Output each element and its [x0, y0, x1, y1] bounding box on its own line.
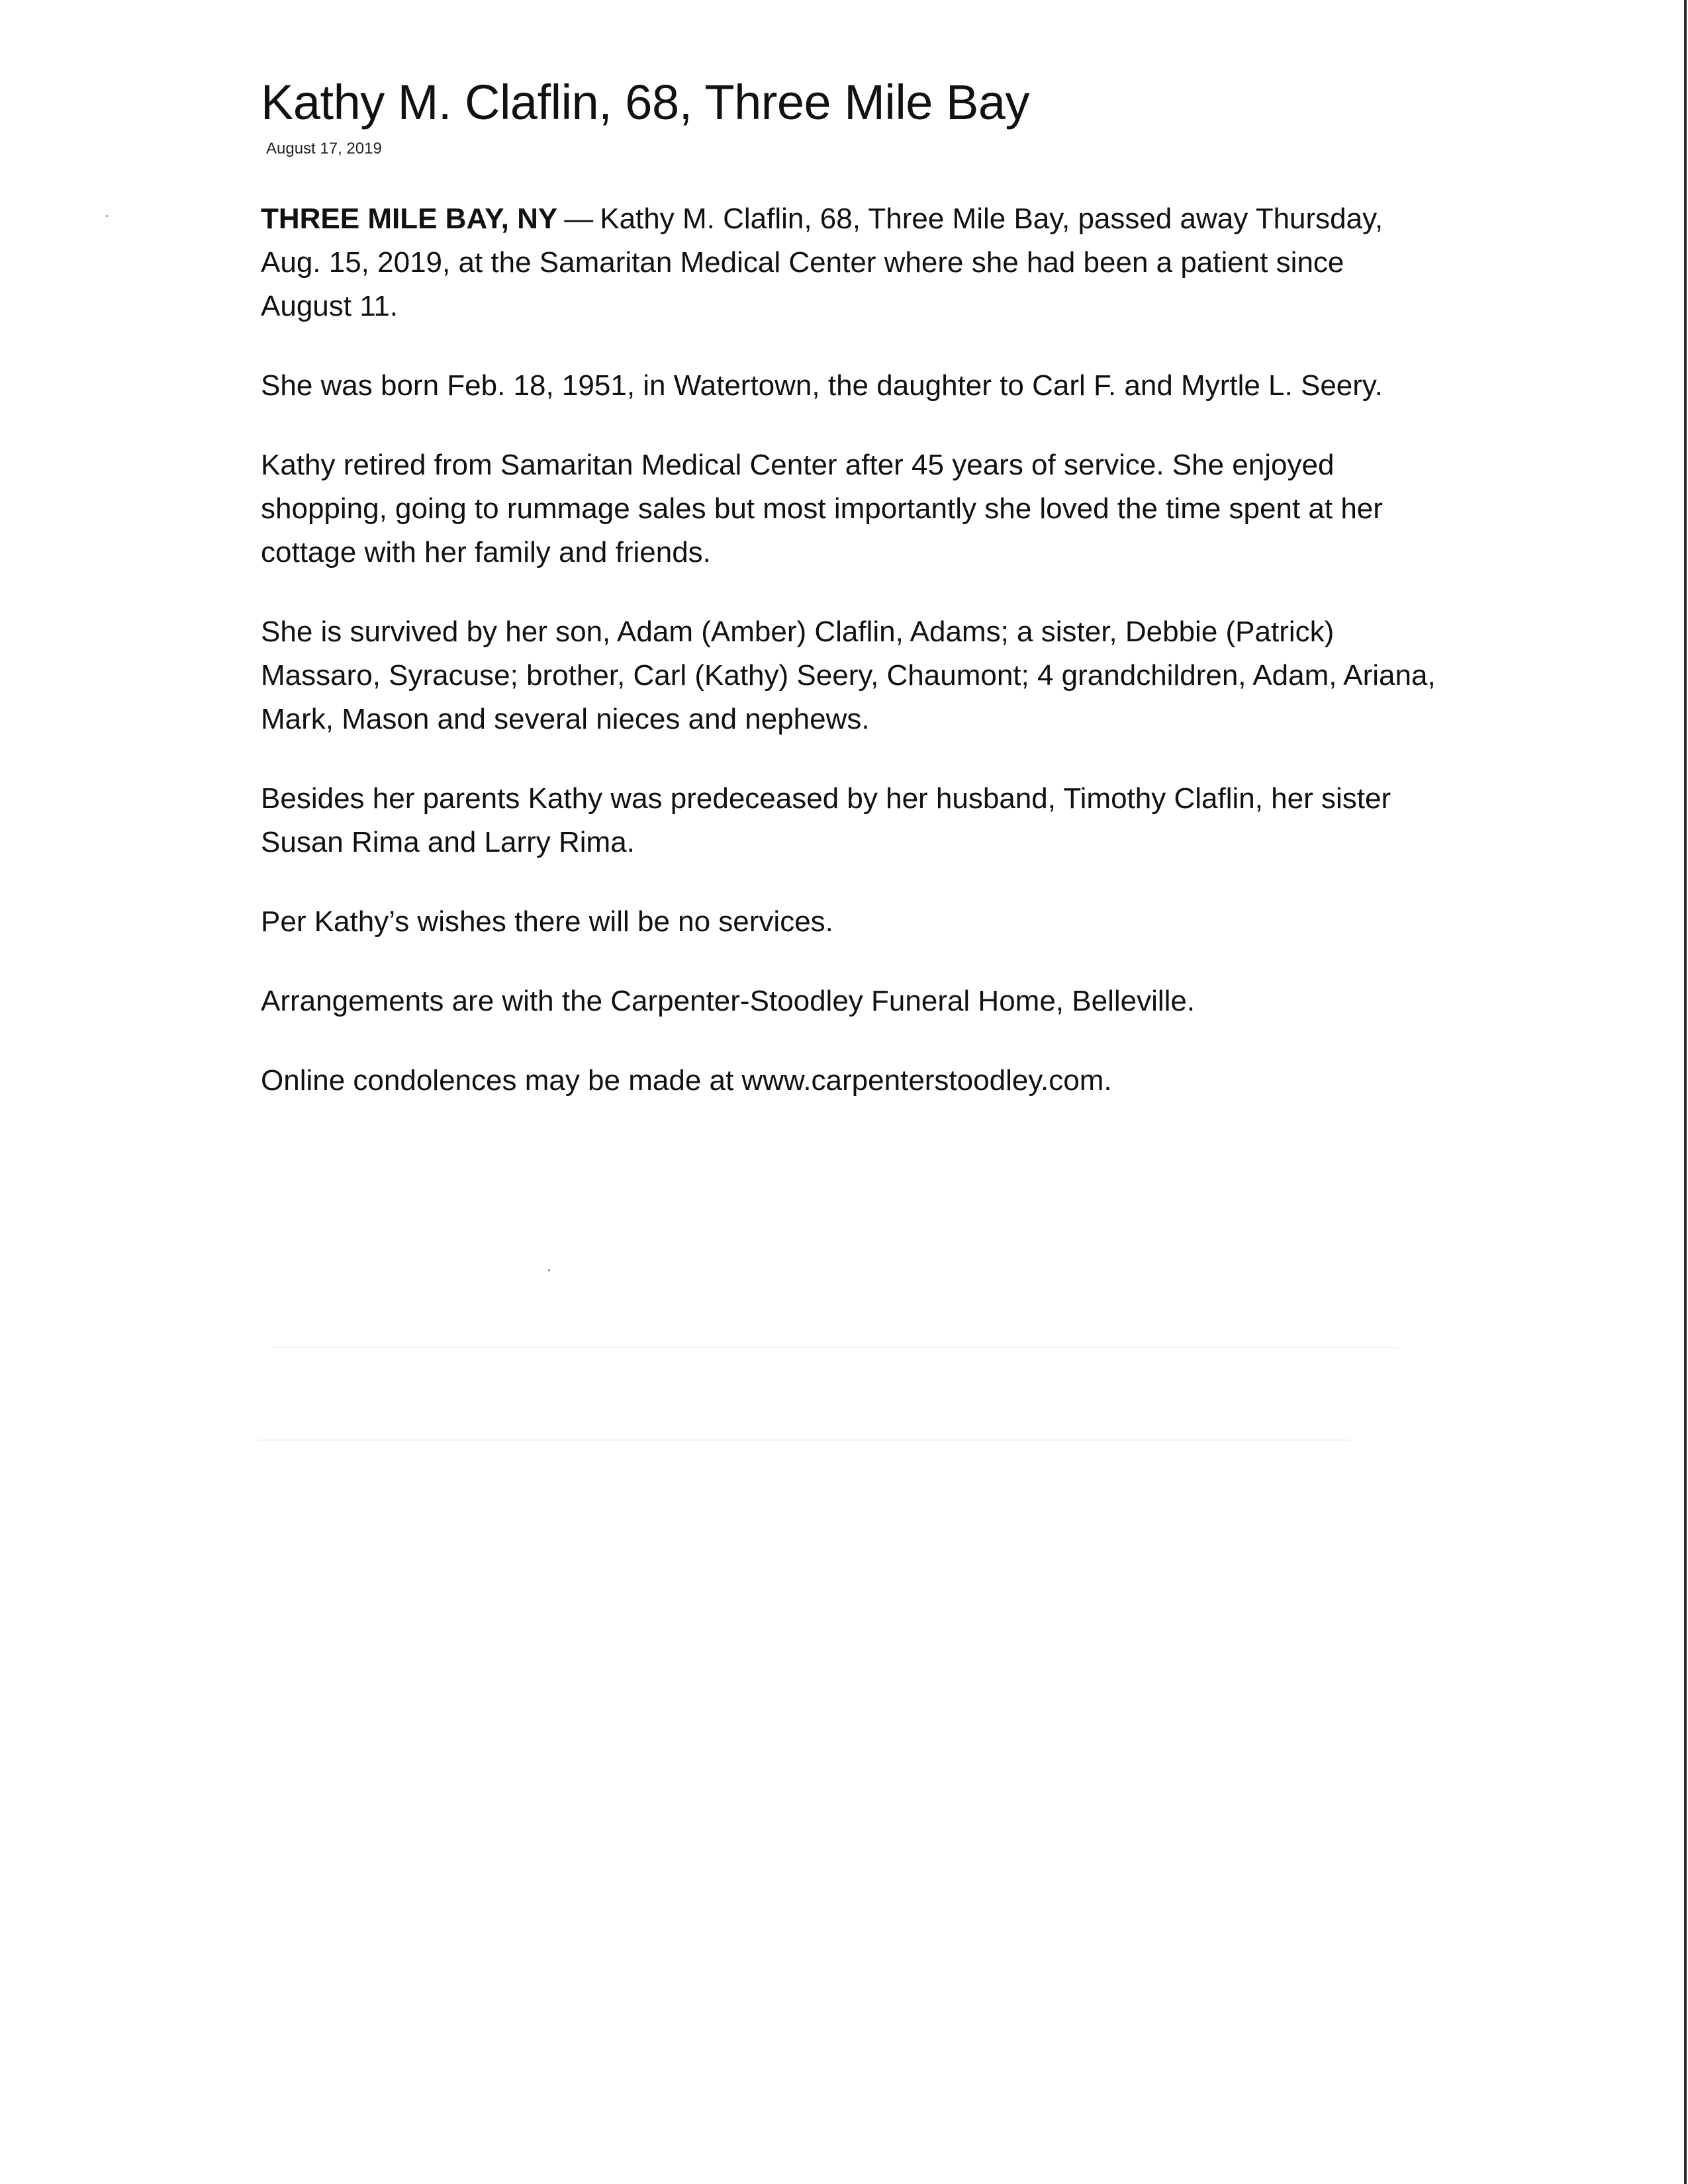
obituary-article — [261, 73, 1439, 1138]
paragraph-birth: She was born Feb. 18, 1951, in Watertown, the daughter to Carl F. and Myrtle L. Seery. — [261, 369, 1383, 402]
paragraph-services: Per Kathy’s wishes there will be no services. — [261, 905, 833, 938]
faint-scan-line — [258, 1439, 1350, 1441]
scan-speck — [106, 215, 108, 217]
dateline-dash: — — [564, 203, 594, 235]
article-body — [261, 197, 1439, 1103]
article-title: Kathy M. Claflin, 68, Three Mile Bay — [261, 75, 1030, 130]
publish-date: August 17, 2019 — [266, 140, 382, 158]
paragraph-condolences: Online condolences may be made at www.carpenterstoodley.com. — [261, 1064, 1112, 1097]
paragraph-predeceased: Besides her parents Kathy was predeceased by her husband, Timothy Claflin, her sister Susan Rima and Larry Rima. — [261, 782, 1391, 858]
dateline: THREE MILE BAY, NY — [261, 203, 558, 235]
scan-edge-shadow — [1684, 0, 1687, 2184]
faint-scan-line — [271, 1347, 1397, 1348]
scan-speck — [548, 1269, 550, 1271]
lead-text: Kathy M. Claflin, 68, Three Mile Bay, passed away Thursday, Aug. 15, 2019, at the Samaritan Medical Center where she had been a patient since August 11. — [261, 203, 1383, 322]
paragraph-arrangements: Arrangements are with the Carpenter-Stoodley Funeral Home, Belleville. — [261, 985, 1196, 1017]
paragraph-career: Kathy retired from Samaritan Medical Center after 45 years of service. She enjoyed shopping, going to rummage sales but most importantly she loved the time spent at her cottage with her family and friends. — [261, 449, 1383, 569]
lead-paragraph — [261, 197, 1439, 328]
paragraph-survivors: She is survived by her son, Adam (Amber) Claflin, Adams; a sister, Debbie (Patrick) Massaro, Syracuse; brother, Carl (Kathy) Seery, Chaumont; 4 grandchildren, Adam, Ariana, Mark, Mason and several nieces and nephews. — [261, 615, 1436, 735]
